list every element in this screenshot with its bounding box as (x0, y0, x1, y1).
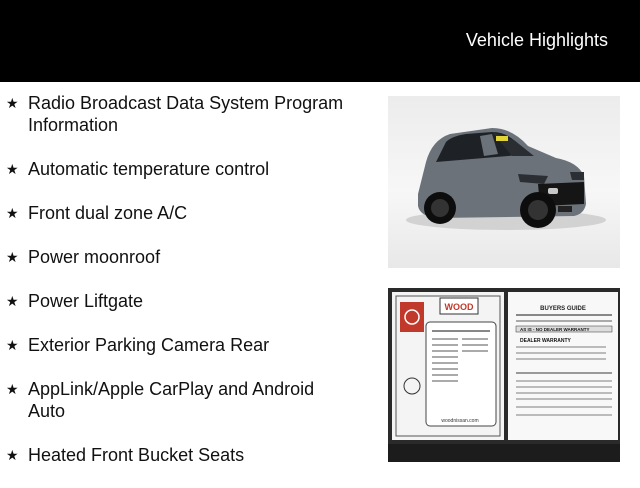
feature-label: Heated Front Bucket Seats (28, 445, 245, 465)
header-bar (0, 0, 640, 82)
feature-item (6, 158, 366, 180)
feature-label: Radio Broadcast Data System Program Information (28, 93, 344, 135)
feature-item (6, 444, 366, 466)
star-bullet-icon: ★ (6, 381, 19, 397)
page-title: Vehicle Highlights (465, 30, 608, 50)
buyers-guide-title: BUYERS GUIDE (540, 306, 586, 312)
feature-item (6, 202, 366, 224)
star-bullet-icon: ★ (6, 205, 19, 221)
feature-item (6, 290, 366, 312)
feature-label: Front dual zone A/C (28, 203, 188, 223)
star-bullet-icon: ★ (6, 447, 19, 463)
feature-label: Automatic temperature control (28, 159, 270, 179)
window-sticker-photo[interactable] (388, 288, 620, 462)
star-bullet-icon: ★ (6, 293, 19, 309)
suv-illustration (388, 96, 620, 268)
star-bullet-icon: ★ (6, 95, 19, 111)
star-bullet-icon: ★ (6, 249, 19, 265)
as-is-label: AS IS - NO DEALER WARRANTY (520, 327, 590, 332)
dealer-logo: WOOD (444, 302, 474, 312)
dealer-website: woodnissan.com (441, 418, 479, 424)
feature-item (6, 92, 366, 136)
feature-label: Power moonroof (28, 247, 161, 267)
feature-label: AppLink/Apple CarPlay and Android Auto (28, 379, 315, 421)
feature-item (6, 378, 366, 422)
vehicle-photo[interactable] (388, 96, 620, 268)
window-sticker-illustration (388, 288, 620, 462)
feature-item (6, 246, 366, 268)
feature-item (6, 334, 366, 356)
star-bullet-icon: ★ (6, 337, 19, 353)
feature-label: Power Liftgate (28, 291, 144, 311)
feature-list (6, 92, 366, 488)
feature-label: Exterior Parking Camera Rear (28, 335, 270, 355)
dealer-warranty-label: DEALER WARRANTY (520, 338, 571, 344)
star-bullet-icon: ★ (6, 161, 19, 177)
